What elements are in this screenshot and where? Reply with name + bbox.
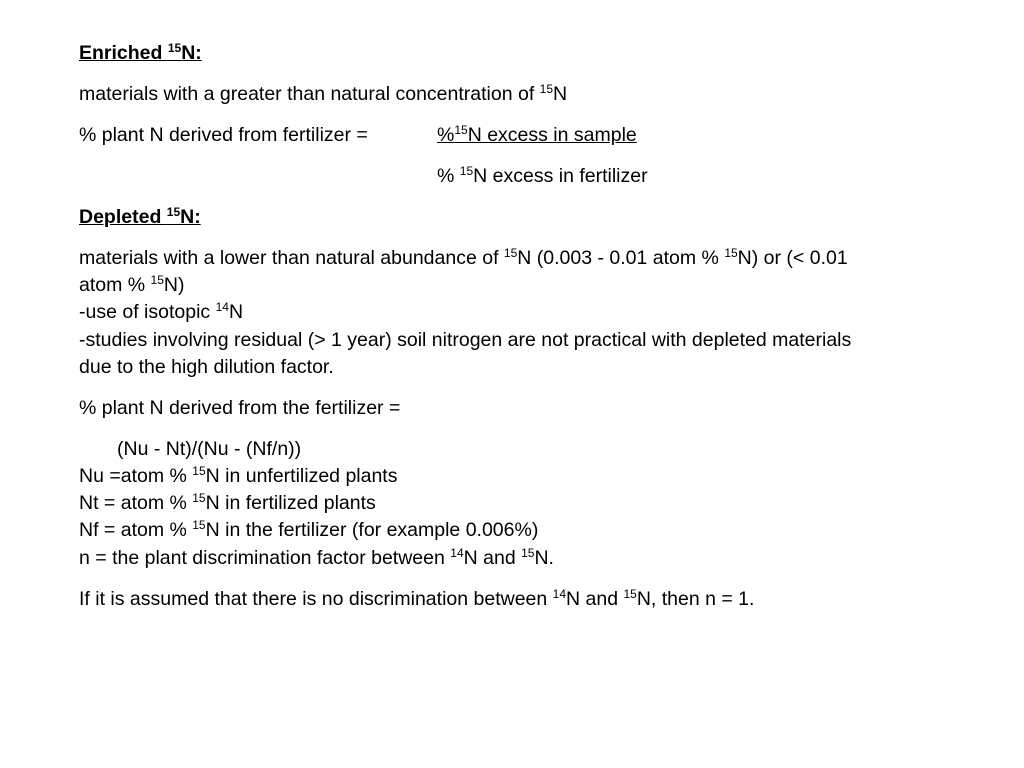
conclusion: If it is assumed that there is no discrimination between $^{14}$N and $^{15}$N, then n = 1. xyxy=(79,587,755,610)
formula2-nt: Nt = atom % $^{15}$N in fertilized plants xyxy=(79,491,376,514)
enriched-heading: Enriched $^{15}$N: xyxy=(79,41,202,64)
formula2-expression: (Nu - Nt)/(Nu - (Nf/n)) xyxy=(117,438,302,460)
enriched-formula-denominator: % $^{15}$N excess in fertilizer xyxy=(437,164,648,187)
enriched-definition: materials with a greater than natural concentration of $^{15}$N xyxy=(79,82,568,105)
formula2-n: n = the plant discrimination factor between $^{14}$N and $^{15}$N. xyxy=(79,546,554,569)
depleted-studies-line2: due to the high dilution factor. xyxy=(79,356,334,378)
formula2-nu: Nu =atom % $^{15}$N in unfertilized plants xyxy=(79,464,398,487)
depleted-studies-line1: -studies involving residual (> 1 year) soil nitrogen are not practical with depleted materials xyxy=(79,329,852,351)
depleted-definition-line1: materials with a lower than natural abundance of $^{15}$N (0.003 - 0.01 atom % $^{15}$N) or (< 0.01 xyxy=(79,246,848,269)
depleted-isotopic: -use of isotopic $^{14}$N xyxy=(79,300,244,323)
formula2-nf: Nf = atom % $^{15}$N in the fertilizer (for example 0.006%) xyxy=(79,518,539,541)
enriched-formula-numerator: %$^{15}$N excess in sample xyxy=(437,123,637,146)
depleted-heading: Depleted $^{15}$N: xyxy=(79,205,201,228)
formula2-label: % plant N derived from the fertilizer = xyxy=(79,397,401,419)
depleted-definition-line2: atom % $^{15}$N) xyxy=(79,273,185,296)
enriched-formula-left: % plant N derived from fertilizer = xyxy=(79,124,368,146)
